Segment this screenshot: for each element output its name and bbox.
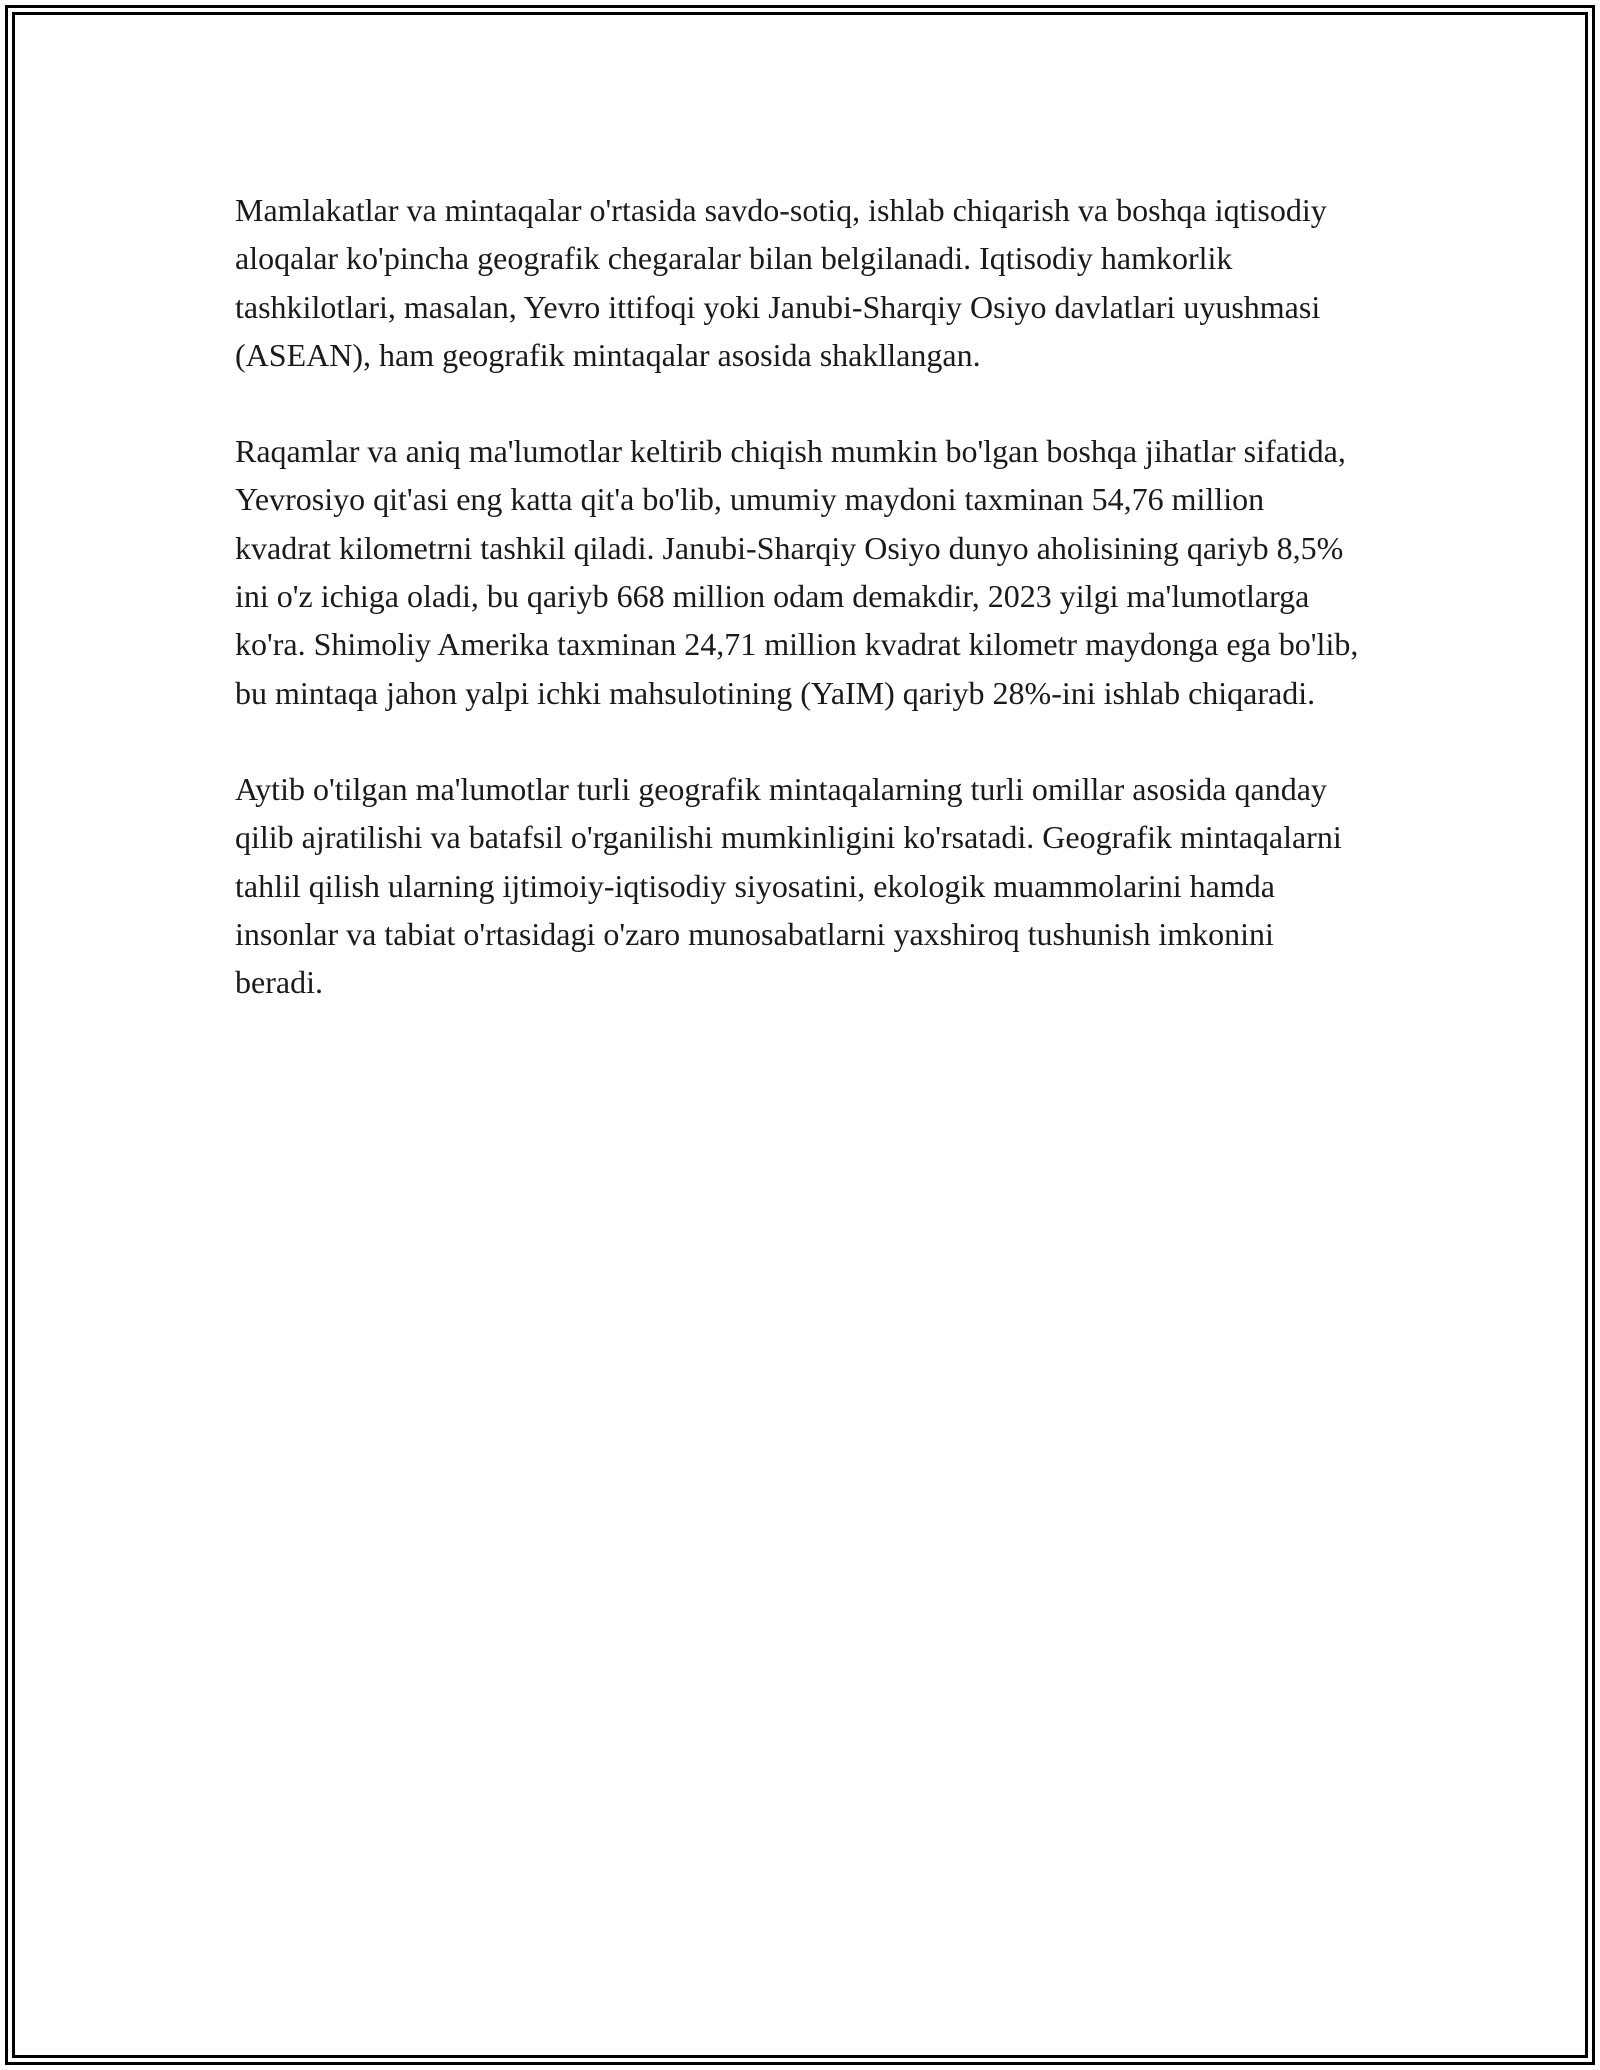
paragraph-3: Aytib o'tilgan ma'lumotlar turli geografik mintaqalarning turli omillar asosida qanday qilib ajratilishi va batafsil o'rganilishi mumkinligini ko'rsatadi. Geografik mintaqalarni tahlil qilish ularning ijtimoiy-iqtisodiy siyosatini, ekologik muammolarini hamda insonlar va tabiat o'rtasidagi o'zaro munosabatlarni yaxshiroq tushunish imkonini beradi. bbox=[235, 770, 1342, 1001]
document-body bbox=[235, 186, 1365, 1054]
paragraph-1: Mamlakatlar va mintaqalar o'rtasida savdo-sotiq, ishlab chiqarish va boshqa iqtisodiy aloqalar ko'pincha geografik chegaralar bilan belgilanadi. Iqtisodiy hamkorlik tashkilotlari, masalan, Yevro ittifoqi yoki Janubi-Sharqiy Osiyo davlatlari uyushmasi (ASEAN), ham geografik mintaqalar asosida shakllangan. bbox=[235, 192, 1327, 373]
paragraph-2: Raqamlar va aniq ma'lumotlar keltirib chiqish mumkin bo'lgan boshqa jihatlar sifatida, Yevrosiyo qit'asi eng katta qit'a bo'lib, umumiy maydoni taxminan 54,76 million kvadrat kilometrni tashkil qiladi. Janubi-Sharqiy Osiyo dunyo aholisining qariyb 8,5% ini o'z ichiga oladi, bu qariyb 668 million odam demakdir, 2023 yilgi ma'lumotlarga ko'ra. Shimoliy Amerika taxminan 24,71 million kvadrat kilometr maydonga ega bo'lib, bu mintaqa jahon yalpi ichki mahsulotining (YaIM) qariyb 28%-ini ishlab chiqaradi. bbox=[235, 433, 1359, 711]
